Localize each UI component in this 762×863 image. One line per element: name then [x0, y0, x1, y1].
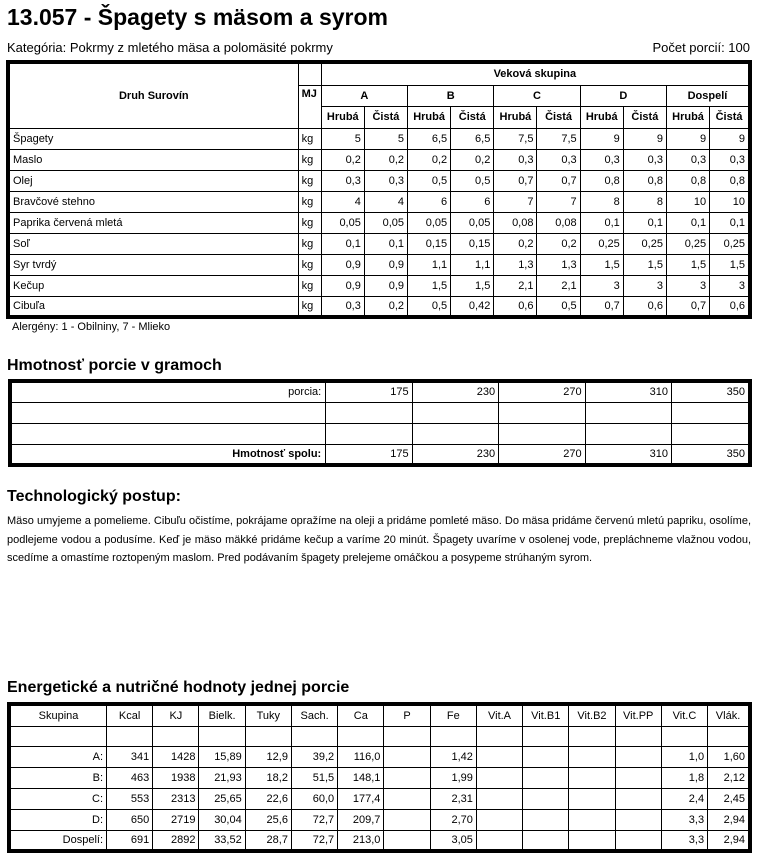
nutrition-value: 1428 [153, 746, 199, 767]
weight-value [585, 402, 671, 423]
ingredient-quantity: 0,1 [580, 212, 623, 233]
weight-value: 350 [672, 381, 750, 402]
weight-label [10, 423, 326, 444]
ingredient-quantity: 0,7 [494, 170, 537, 191]
nutrition-value: 2,45 [708, 788, 750, 809]
sub-column-header: Čistá [451, 106, 494, 128]
weight-value [412, 402, 498, 423]
ingredient-quantity: 0,5 [537, 296, 580, 317]
nutrition-row [9, 767, 750, 788]
ingredient-quantity: 0,1 [623, 212, 666, 233]
nutrition-empty-cell [245, 726, 291, 746]
ingredient-quantity: 0,05 [451, 212, 494, 233]
nutrition-value: 72,7 [291, 830, 337, 851]
nutrition-value [476, 746, 522, 767]
nutrition-column-header: Vit.C [661, 704, 707, 726]
ingredient-quantity: 0,05 [364, 212, 407, 233]
ingredient-unit: kg [298, 254, 321, 275]
ingredient-quantity: 1,5 [710, 254, 750, 275]
ingredient-quantity: 0,15 [408, 233, 451, 254]
nutrition-value [569, 809, 615, 830]
ingredient-quantity: 7,5 [537, 128, 580, 149]
nutrition-value [476, 809, 522, 830]
ingredient-quantity: 0,05 [321, 212, 364, 233]
ingredient-quantity: 7 [494, 191, 537, 212]
nutrition-column-header: Bielk. [199, 704, 245, 726]
nutrition-value [569, 830, 615, 851]
ingredient-quantity: 0,1 [321, 233, 364, 254]
ingredient-quantity: 0,2 [364, 296, 407, 317]
nutrition-column-header: Vit.A [476, 704, 522, 726]
nutrition-value: 22,6 [245, 788, 291, 809]
nutrition-empty-cell [291, 726, 337, 746]
weight-row [10, 444, 750, 465]
ingredient-quantity: 0,5 [408, 296, 451, 317]
nutrition-empty-cell [569, 726, 615, 746]
nutrition-empty-cell [661, 726, 707, 746]
technology-text: Mäso umyjeme a pomelieme. Cibuľu očistíme, pokrájame opražíme na oleji a pridáme pomleté mäso. Do mäsa pridáme červenú mletú papriku, osolíme, podlejeme vodou a podusíme. Keď je mäso mäkké pridáme kečup a varíme 20 minút. Špagety uvaríme v osolenej vode, prepláchneme vlažnou vodou, scedíme a omastíme roztopeným maslom. Pred podávaním špagety prelejeme omáčkou a posypeme strúhaným syrom. [7, 515, 751, 564]
ingredient-quantity: 0,9 [321, 254, 364, 275]
ingredient-name: Maslo [8, 149, 298, 170]
ingredient-quantity: 0,2 [451, 149, 494, 170]
weight-value: 230 [412, 444, 498, 465]
ingredient-name: Soľ [8, 233, 298, 254]
ingredient-name: Kečup [8, 275, 298, 296]
ingredient-row [8, 275, 750, 296]
ingredient-quantity: 0,3 [580, 149, 623, 170]
nutrition-value: 2,4 [661, 788, 707, 809]
nutrition-value: 2,70 [430, 809, 476, 830]
ingredient-row [8, 170, 750, 191]
ingredient-name: Olej [8, 170, 298, 191]
ingredient-quantity: 0,2 [408, 149, 451, 170]
weight-heading: Hmotnosť porcie v gramoch [7, 357, 222, 374]
nutrition-empty-cell [338, 726, 384, 746]
weight-value: 310 [585, 444, 671, 465]
nutrition-value: 33,52 [199, 830, 245, 851]
ingredient-name: Špagety [8, 128, 298, 149]
ingredient-quantity: 4 [364, 191, 407, 212]
weight-value [326, 402, 412, 423]
nutrition-row [9, 788, 750, 809]
technology-heading: Technologický postup: [7, 488, 181, 505]
group-header: C [494, 85, 580, 106]
ingredient-quantity: 9 [666, 128, 709, 149]
weight-value: 230 [412, 381, 498, 402]
nutrition-row [9, 830, 750, 851]
nutrition-value [523, 767, 569, 788]
ingredient-quantity: 0,1 [710, 212, 750, 233]
nutrition-group: Dospelí: [9, 830, 107, 851]
nutrition-value [384, 746, 430, 767]
nutrition-table [7, 702, 752, 853]
ingredient-quantity: 1,3 [494, 254, 537, 275]
nutrition-value [476, 788, 522, 809]
nutrition-value [615, 746, 661, 767]
ingredient-name: Bravčové stehno [8, 191, 298, 212]
nutrition-value [615, 830, 661, 851]
nutrition-value: 1,8 [661, 767, 707, 788]
nutrition-group: D: [9, 809, 107, 830]
sub-column-header: Čistá [364, 106, 407, 128]
weight-row [10, 381, 750, 402]
weight-label: Hmotnosť spolu: [10, 444, 326, 465]
portion-weight-table [8, 379, 752, 467]
nutrition-value: 60,0 [291, 788, 337, 809]
nutrition-empty-row [9, 726, 750, 746]
weight-value [412, 423, 498, 444]
nutrition-column-header: Sach. [291, 704, 337, 726]
ingredient-quantity: 0,9 [364, 275, 407, 296]
ingredient-quantity: 6 [451, 191, 494, 212]
nutrition-group: A: [9, 746, 107, 767]
nutrition-value: 2,94 [708, 830, 750, 851]
nutrition-value [476, 830, 522, 851]
ingredient-name: Cibuľa [8, 296, 298, 317]
nutrition-group: B: [9, 767, 107, 788]
weight-value: 350 [672, 444, 750, 465]
weight-value [499, 423, 585, 444]
ingredient-quantity: 10 [710, 191, 750, 212]
weight-value [672, 423, 750, 444]
sub-column-header: Hrubá [580, 106, 623, 128]
ingredient-quantity: 3 [666, 275, 709, 296]
weight-value: 270 [499, 381, 585, 402]
nutrition-value [384, 788, 430, 809]
ingredient-row [8, 191, 750, 212]
ingredient-quantity: 0,3 [364, 170, 407, 191]
weight-value: 175 [326, 381, 412, 402]
nutrition-value: 2,12 [708, 767, 750, 788]
ingredient-quantity: 0,8 [666, 170, 709, 191]
weight-value: 175 [326, 444, 412, 465]
nutrition-column-header: Skupina [9, 704, 107, 726]
ingredient-quantity: 0,3 [321, 170, 364, 191]
ingredient-quantity: 8 [623, 191, 666, 212]
nutrition-column-header: Vlák. [708, 704, 750, 726]
ingredient-quantity: 1,5 [451, 275, 494, 296]
nutrition-value: 12,9 [245, 746, 291, 767]
nutrition-value: 2892 [153, 830, 199, 851]
ingredient-quantity: 2,1 [537, 275, 580, 296]
ingredient-quantity: 2,1 [494, 275, 537, 296]
sub-column-header: Hrubá [666, 106, 709, 128]
nutrition-value: 650 [107, 809, 153, 830]
ingredient-quantity: 0,5 [408, 170, 451, 191]
ingredient-quantity: 10 [666, 191, 709, 212]
ingredient-quantity: 5 [364, 128, 407, 149]
nutrition-value [615, 767, 661, 788]
ingredient-quantity: 0,3 [537, 149, 580, 170]
ingredient-quantity: 0,3 [666, 149, 709, 170]
nutrition-value: 213,0 [338, 830, 384, 851]
group-header: B [408, 85, 494, 106]
ingredient-quantity: 0,9 [321, 275, 364, 296]
nutrition-value: 1,42 [430, 746, 476, 767]
weight-row [10, 402, 750, 423]
ingredient-quantity: 0,6 [710, 296, 750, 317]
nutrition-column-header: Fe [430, 704, 476, 726]
nutrition-value: 21,93 [199, 767, 245, 788]
nutrition-value: 1,0 [661, 746, 707, 767]
weight-value: 270 [499, 444, 585, 465]
ingredient-quantity: 9 [623, 128, 666, 149]
nutrition-column-header: Tuky [245, 704, 291, 726]
ingredient-quantity: 7,5 [494, 128, 537, 149]
nutrition-value: 28,7 [245, 830, 291, 851]
ingredient-quantity: 0,2 [321, 149, 364, 170]
ingredient-quantity: 0,25 [710, 233, 750, 254]
nutrition-empty-cell [153, 726, 199, 746]
nutrition-empty-cell [523, 726, 569, 746]
ingredient-row [8, 128, 750, 149]
ingredient-quantity: 0,15 [451, 233, 494, 254]
nutrition-value: 3,05 [430, 830, 476, 851]
nutrition-row [9, 746, 750, 767]
nutrition-value: 553 [107, 788, 153, 809]
ingredient-quantity: 6,5 [408, 128, 451, 149]
nutrition-value [523, 746, 569, 767]
ingredient-quantity: 9 [580, 128, 623, 149]
nutrition-value: 3,3 [661, 809, 707, 830]
nutrition-value: 18,2 [245, 767, 291, 788]
ingredient-quantity: 0,25 [666, 233, 709, 254]
nutrition-value: 30,04 [199, 809, 245, 830]
ingredient-quantity: 0,08 [494, 212, 537, 233]
ingredient-name-header: Druh Surovín [8, 62, 298, 128]
ingredient-quantity: 0,1 [666, 212, 709, 233]
nutrition-value [384, 830, 430, 851]
ingredient-quantity: 0,1 [364, 233, 407, 254]
nutrition-value [384, 809, 430, 830]
ingredient-quantity: 0,9 [364, 254, 407, 275]
ingredient-unit: kg [298, 233, 321, 254]
ingredient-quantity: 0,8 [710, 170, 750, 191]
group-header: Dospelí [666, 85, 750, 106]
portion-count: Počet porcií: 100 [652, 40, 750, 55]
nutrition-empty-cell [476, 726, 522, 746]
ingredient-quantity: 0,8 [580, 170, 623, 191]
ingredient-row [8, 212, 750, 233]
ingredient-row [8, 233, 750, 254]
nutrition-value [476, 767, 522, 788]
ingredient-quantity: 1,5 [408, 275, 451, 296]
weight-value [585, 423, 671, 444]
ingredient-quantity: 0,3 [321, 296, 364, 317]
nutrition-value [615, 809, 661, 830]
ingredients-table [6, 60, 752, 319]
nutrition-heading: Energetické a nutričné hodnoty jednej porcie [7, 679, 350, 696]
nutrition-value: 341 [107, 746, 153, 767]
group-header: A [321, 85, 407, 106]
ingredient-quantity: 0,2 [494, 233, 537, 254]
ingredient-name: Syr tvrdý [8, 254, 298, 275]
ingredient-quantity: 0,08 [537, 212, 580, 233]
nutrition-value [523, 788, 569, 809]
nutrition-value [523, 830, 569, 851]
nutrition-value: 116,0 [338, 746, 384, 767]
nutrition-value: 1,99 [430, 767, 476, 788]
nutrition-value: 1938 [153, 767, 199, 788]
ingredient-unit: kg [298, 149, 321, 170]
nutrition-value: 209,7 [338, 809, 384, 830]
nutrition-column-header: KJ [153, 704, 199, 726]
nutrition-empty-cell [430, 726, 476, 746]
nutrition-value: 15,89 [199, 746, 245, 767]
nutrition-column-header: Vit.PP [615, 704, 661, 726]
weight-value [672, 402, 750, 423]
unit-header: MJ [298, 85, 321, 106]
ingredient-unit: kg [298, 296, 321, 317]
sub-column-header: Hrubá [494, 106, 537, 128]
nutrition-value: 463 [107, 767, 153, 788]
nutrition-value: 2,31 [430, 788, 476, 809]
nutrition-value [615, 788, 661, 809]
nutrition-row [9, 809, 750, 830]
nutrition-value [523, 809, 569, 830]
nutrition-value [569, 788, 615, 809]
ingredient-row [8, 296, 750, 317]
ingredient-quantity: 3 [580, 275, 623, 296]
ingredient-quantity: 1,1 [451, 254, 494, 275]
ingredient-quantity: 6,5 [451, 128, 494, 149]
nutrition-value [384, 767, 430, 788]
ingredient-quantity: 1,3 [537, 254, 580, 275]
ingredient-quantity: 0,3 [623, 149, 666, 170]
sub-column-header: Čistá [710, 106, 750, 128]
weight-row [10, 423, 750, 444]
ingredient-quantity: 0,25 [580, 233, 623, 254]
ingredient-quantity: 4 [321, 191, 364, 212]
ingredient-unit: kg [298, 275, 321, 296]
ingredient-quantity: 3 [710, 275, 750, 296]
group-header: D [580, 85, 666, 106]
allergens-note: Alergény: 1 - Obilniny, 7 - Mlieko [12, 321, 171, 333]
ingredient-quantity: 1,5 [666, 254, 709, 275]
ingredient-quantity: 0,42 [451, 296, 494, 317]
ingredient-quantity: 0,7 [537, 170, 580, 191]
ingredient-quantity: 0,7 [580, 296, 623, 317]
ingredient-unit: kg [298, 191, 321, 212]
nutrition-group: C: [9, 788, 107, 809]
ingredient-row [8, 149, 750, 170]
nutrition-value: 72,7 [291, 809, 337, 830]
sub-column-header: Hrubá [408, 106, 451, 128]
ingredient-quantity: 8 [580, 191, 623, 212]
ingredient-quantity: 0,25 [623, 233, 666, 254]
recipe-category: Kategória: Pokrmy z mletého mäsa a polomäsité pokrmy [7, 40, 333, 55]
ingredient-quantity: 7 [537, 191, 580, 212]
ingredient-quantity: 0,2 [364, 149, 407, 170]
nutrition-header-row [9, 704, 750, 726]
nutrition-empty-cell [384, 726, 430, 746]
ingredient-unit: kg [298, 212, 321, 233]
ingredient-quantity: 0,5 [451, 170, 494, 191]
ingredient-quantity: 0,3 [494, 149, 537, 170]
weight-value [326, 423, 412, 444]
nutrition-value: 25,65 [199, 788, 245, 809]
nutrition-column-header: Kcal [107, 704, 153, 726]
nutrition-value: 2719 [153, 809, 199, 830]
ingredient-quantity: 0,2 [537, 233, 580, 254]
ingredient-name: Paprika červená mletá [8, 212, 298, 233]
nutrition-empty-cell [9, 726, 107, 746]
nutrition-value: 39,2 [291, 746, 337, 767]
ingredient-quantity: 1,5 [623, 254, 666, 275]
ingredient-quantity: 0,6 [623, 296, 666, 317]
nutrition-value: 2,94 [708, 809, 750, 830]
weight-label: porcia: [10, 381, 326, 402]
ingredient-unit: kg [298, 128, 321, 149]
nutrition-empty-cell [708, 726, 750, 746]
ingredient-quantity: 0,6 [494, 296, 537, 317]
recipe-title: 13.057 - Špagety s mäsom a syrom [7, 4, 388, 30]
nutrition-value: 148,1 [338, 767, 384, 788]
nutrition-value: 691 [107, 830, 153, 851]
nutrition-empty-cell [107, 726, 153, 746]
nutrition-value: 2313 [153, 788, 199, 809]
ingredient-quantity: 0,05 [408, 212, 451, 233]
ingredient-quantity: 0,8 [623, 170, 666, 191]
nutrition-value: 1,60 [708, 746, 750, 767]
nutrition-empty-cell [615, 726, 661, 746]
ingredient-quantity: 9 [710, 128, 750, 149]
nutrition-value: 51,5 [291, 767, 337, 788]
weight-value [499, 402, 585, 423]
sub-column-header: Čistá [537, 106, 580, 128]
nutrition-column-header: Vit.B1 [523, 704, 569, 726]
nutrition-value [569, 746, 615, 767]
ingredient-quantity: 0,7 [666, 296, 709, 317]
ingredient-quantity: 1,1 [408, 254, 451, 275]
nutrition-value: 25,6 [245, 809, 291, 830]
nutrition-value [569, 767, 615, 788]
ingredient-unit: kg [298, 170, 321, 191]
ingredient-quantity: 1,5 [580, 254, 623, 275]
weight-label [10, 402, 326, 423]
nutrition-column-header: Vit.B2 [569, 704, 615, 726]
nutrition-column-header: Ca [338, 704, 384, 726]
ingredient-quantity: 5 [321, 128, 364, 149]
sub-column-header: Hrubá [321, 106, 364, 128]
ingredient-quantity: 3 [623, 275, 666, 296]
nutrition-empty-cell [199, 726, 245, 746]
age-group-header: Veková skupina [321, 62, 750, 85]
nutrition-column-header: P [384, 704, 430, 726]
nutrition-value: 3,3 [661, 830, 707, 851]
ingredient-row [8, 254, 750, 275]
ingredient-quantity: 0,3 [710, 149, 750, 170]
nutrition-value: 177,4 [338, 788, 384, 809]
ingredient-quantity: 6 [408, 191, 451, 212]
sub-column-header: Čistá [623, 106, 666, 128]
weight-value: 310 [585, 381, 671, 402]
